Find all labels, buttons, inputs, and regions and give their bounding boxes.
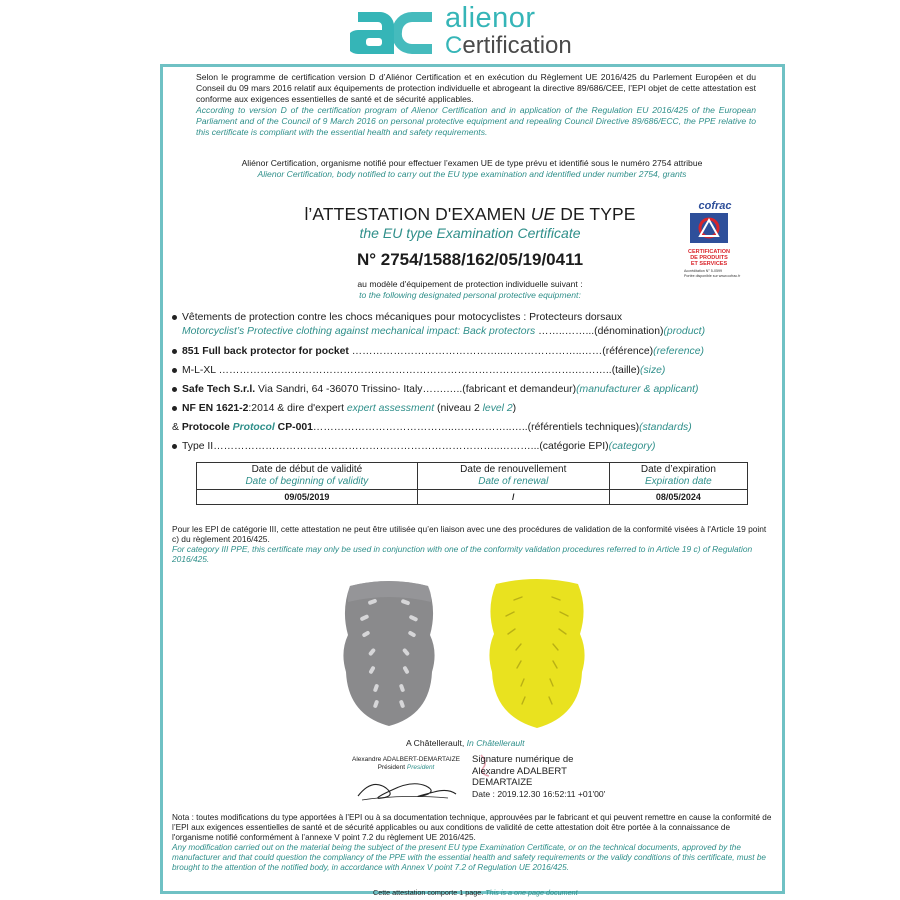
item-reference: 851 Full back protector for pocket ……………………………………..…………………..……(référence)(reference): [172, 345, 772, 358]
intro-en: According to version D of the certification program of Alienor Certification and in application of the Regulation EU 2016/425 of the European Parliament and of the Council of 9 March 2016 on personal protective equipment and repealing Council Directive 89/686/ECC, the PPE relative to this certificate is compliant with the essential health and safety requirements.: [196, 105, 756, 137]
start-date-value: 09/05/2019: [197, 490, 418, 505]
title-en: the EU type Examination Certificate: [359, 225, 581, 241]
item-manufacturer: Safe Tech S.r.l. Via Sandri, 64 -36070 Trissino- Italy…….…..(fabricant et demandeur)(manufacturer & applicant): [172, 383, 772, 396]
page-count-footer: Cette attestation comporte 1 page. This is a one page document: [373, 888, 578, 897]
table-row: [197, 490, 748, 505]
model-en: to the following designated personal protective equipment:: [359, 290, 581, 300]
table-row: [197, 463, 748, 490]
notified-body-text: [172, 158, 772, 180]
notified-fr: Aliénor Certification, organisme notifié pour effectuer l’examen UE de type prévu et identifié sous le numéro 2754 attribue: [241, 158, 703, 168]
logo-name: alienor: [445, 2, 536, 34]
model-text: [255, 279, 685, 301]
yellow-back-protector-image: [484, 576, 590, 730]
start-date-header: Date de début de validité Date of beginning of validity: [197, 463, 418, 490]
item-protocol: & Protocole Protocol CP-001…………………………………..……………..…..(référentiels techniques)(standards): [172, 422, 692, 433]
renewal-date-value: /: [417, 490, 609, 505]
cat3-en: For category III PPE, this certificate may only be used in conjunction with one of the conformity validation procedures referred to in Article 19 c) of Regulation 2016/425.: [172, 544, 753, 564]
cat3-fr: Pour les EPI de catégorie III, cette attestation ne peut être utilisée qu’en liaison avec une des procédures de validation de la conformité visées à l'Article 19 point c) du règlement 2016/425.: [172, 524, 767, 544]
alienor-logo: [350, 2, 600, 64]
signing-place: A Châtellerault, In Châtellerault: [406, 738, 525, 748]
item-standard: NF EN 1621-2:2014 & dire d'expert expert assessment (niveau 2 level 2): [172, 402, 772, 415]
category3-notice: [172, 524, 772, 564]
president-name: Alexandre ADALBERT-DEMARTAIZE: [351, 756, 460, 763]
item-product-en: Motorcyclist’s Protective clothing against mechanical impact: Back protectors ……..……...(dénomination)(product): [182, 326, 706, 337]
president-block: Alexandre ADALBERT-DEMARTAIZE Président President: [336, 756, 476, 772]
model-fr: au modèle d'équipement de protection individuelle suivant :: [357, 279, 583, 289]
intro-text: [196, 72, 756, 138]
title-fr: l’ATTESTATION D'EXAMEN UE DE TYPE: [304, 204, 636, 224]
item-product-fr: Vêtements de protection contre les chocs mécaniques pour motocyclistes : Protecteurs dorsaux: [172, 311, 772, 324]
notified-en: Alienor Certification, body notified to carry out the EU type examination and identified under number 2754, grants: [257, 169, 687, 179]
expiration-date-value: 08/05/2024: [609, 490, 747, 505]
intro-fr: Selon le programme de certification version D d’Aliénor Certification et en exécution du Règlement UE 2016/425 du Parlement Européen et du Conseil du 09 mars 2016 relatif aux équipements de protection individuelle et abrogeant la directive 89/686/CEE, l’EPI objet de cette attestation est conforme aux exigences essentielles de santé et de sécurité applicables.: [196, 72, 756, 104]
renewal-date-header: Date de renouvellement Date of renewal: [417, 463, 609, 490]
certificate-number: N° 2754/1588/162/05/19/0411: [356, 250, 584, 269]
handwritten-signature: [352, 772, 462, 806]
item-size: M-L-XL ………………………………………………………………………………………….………..(taille)(size): [172, 364, 772, 377]
cofrac-accreditation-logo: cofrac CERTIFICATION DE PRODUITS ET SERVICES Accréditation N° 5-0599 Portée disponible sur www.cofrac.fr: [684, 200, 746, 288]
cofrac-emblem-icon: [684, 212, 746, 244]
validity-table: [196, 462, 748, 505]
modification-note: [172, 813, 772, 873]
expiration-date-header: Date d’expiration Expiration date: [609, 463, 747, 490]
note-fr: Nota : toutes modifications du type apportées à l’EPI ou à sa documentation technique, approuvées par le fabricant et qui peuvent remettre en cause la conformité de l’EPI aux exigences essentielles de santé et de sécurité applicables ou aux conditions de validité de cette attestation doit être portée à la connaissance de l'organisme notifié conformément à l’annexe V point 7.2 du règlement UE 2016/425.: [172, 813, 772, 842]
digital-signature-block: Signature numérique de Alexandre ADALBERT DEMARTAIZE Date : 2019.12.30 16:52:11 +01'00': [472, 754, 606, 799]
grey-back-protector-image: [338, 580, 440, 728]
item-category: Type II………………………………………………………………………..………...(catégorie EPI)(category): [172, 440, 772, 453]
alienor-logo-mark-icon: [350, 4, 434, 60]
logo-subtitle: Certification: [445, 32, 572, 59]
note-en: Any modification carried out on the material being the subject of the present EU type Examination Certificate, or on the technical documents, approved by the manufacturer and that could question the compliancy of the PPE with the essential health and safety requirements or the validy conditions of this certificate, must be brought to the attention of the notified body, in accordance with Annex V point 7.2 of Regulation UE 2016/425.: [172, 843, 766, 872]
